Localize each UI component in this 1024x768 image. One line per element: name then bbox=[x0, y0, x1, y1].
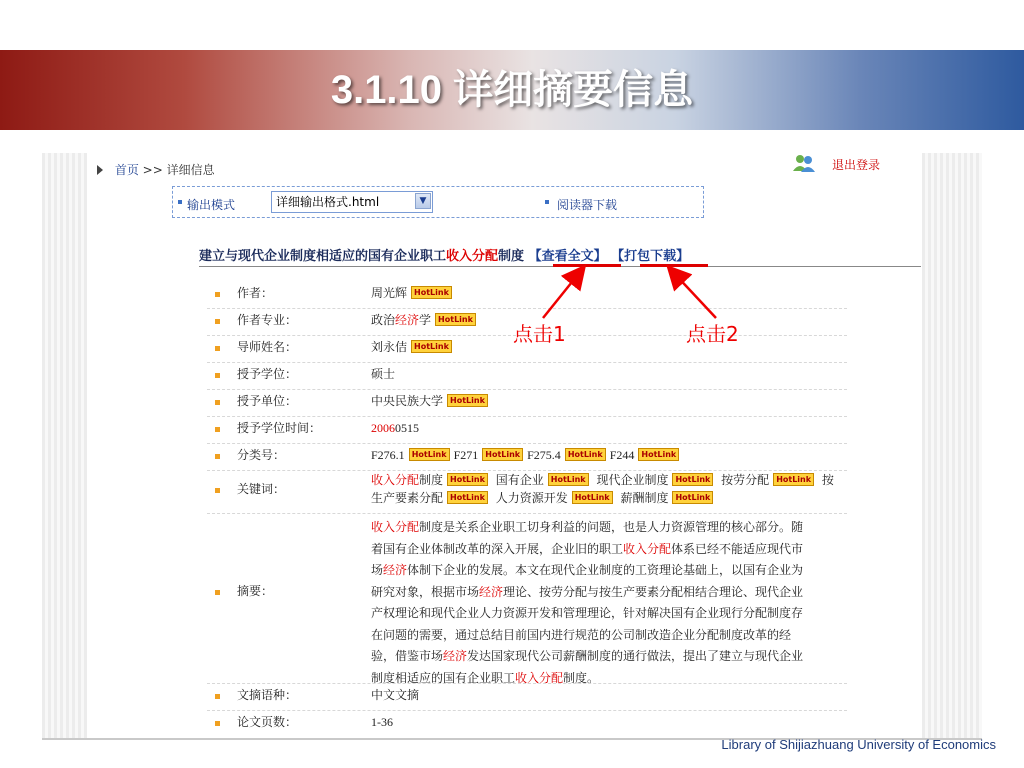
abstract-segment: 着国有企业体制改革的深入开展，企业旧的职工 bbox=[371, 541, 624, 556]
article-title-part1: 建立与现代企业制度相适应的国有企业职工 bbox=[199, 249, 447, 264]
hotlink-badge[interactable]: HotLink bbox=[482, 448, 523, 461]
abstract-segment: 发达国家现代公司薪酬制度的通行做法，提出了建立与现代企业 bbox=[467, 649, 804, 663]
callout-arrow-1 bbox=[543, 272, 580, 318]
field-label: 论文页数： bbox=[237, 715, 298, 729]
degree-value: 硕士 bbox=[371, 367, 396, 381]
pack-download-link[interactable]: 【打包下载】 bbox=[611, 249, 690, 264]
field-label: 文摘语种： bbox=[237, 688, 298, 702]
language-value: 中文文摘 bbox=[371, 688, 420, 702]
author-name: 周光辉 bbox=[371, 286, 408, 300]
keyword-highlight: 收入分配 bbox=[371, 473, 420, 487]
abstract-highlight: 经济 bbox=[443, 649, 468, 663]
class-code: F276.1 bbox=[371, 448, 405, 462]
field-label: 摘要： bbox=[237, 584, 274, 598]
output-format-value: 详细输出格式.html bbox=[276, 195, 380, 209]
class-code: F271 bbox=[453, 448, 479, 462]
abstract-segment: 在问题的需要，通过总结目前国内进行规范的公司制改造企业分配制度改革的经 bbox=[371, 627, 792, 642]
keyword: 人力资源开发 bbox=[495, 491, 568, 505]
field-label: 授予学位时间： bbox=[237, 421, 322, 435]
keyword: 生产要素分配 bbox=[371, 491, 444, 505]
hotlink-badge[interactable]: HotLink bbox=[409, 448, 450, 461]
callout-arrow-2 bbox=[673, 272, 716, 318]
date-rest: 0515 bbox=[395, 421, 419, 435]
abstract-segment: 研究对象，根据市场 bbox=[371, 584, 480, 599]
callout-click-1: 点击1 bbox=[513, 322, 566, 346]
abstract-segment: 场 bbox=[371, 563, 384, 577]
breadcrumb-current: 详细信息 bbox=[166, 163, 215, 177]
abstract-highlight: 经济 bbox=[383, 563, 408, 577]
keyword: 制度 bbox=[419, 473, 444, 487]
hotlink-badge[interactable]: HotLink bbox=[572, 491, 613, 504]
abstract-highlight: 收入分配 bbox=[371, 520, 420, 534]
field-label: 作者专业： bbox=[237, 313, 298, 327]
hotlink-badge[interactable]: HotLink bbox=[638, 448, 679, 461]
keyword: 薪酬制度 bbox=[620, 491, 669, 505]
keyword: 现代企业制度 bbox=[596, 473, 669, 487]
article-title-part3: 制度 bbox=[498, 249, 525, 264]
abstract-segment: 体系已经不能适应现代市 bbox=[671, 541, 804, 556]
abstract-segment: 产权理论和现代企业人力资源开发和管理理论，针对解决国有企业现行分配制度存 bbox=[371, 606, 804, 620]
abstract-highlight: 经济 bbox=[479, 584, 504, 599]
field-label: 关键词： bbox=[237, 482, 286, 496]
major-part1: 政治 bbox=[371, 313, 396, 327]
hotlink-badge[interactable]: HotLink bbox=[447, 394, 488, 407]
field-label: 作者： bbox=[237, 286, 274, 300]
output-mode-label: 输出模式 bbox=[187, 198, 236, 212]
hotlink-badge[interactable]: HotLink bbox=[672, 491, 713, 504]
chevron-down-icon[interactable]: ▼ bbox=[415, 193, 431, 209]
abstract-segment: 制度。 bbox=[563, 670, 600, 685]
hotlink-badge[interactable]: HotLink bbox=[411, 340, 452, 353]
keyword: 按 bbox=[821, 473, 834, 487]
class-code: F244 bbox=[609, 448, 635, 462]
abstract-highlight: 收入分配 bbox=[623, 541, 672, 556]
hotlink-badge[interactable]: HotLink bbox=[447, 491, 488, 504]
abstract-segment: 体制下企业的发展。本文在现代企业制度的工资理论基础上，以国有企业为 bbox=[407, 563, 804, 577]
abstract-segment: 制度相适应的国有企业职工 bbox=[371, 670, 516, 685]
article-title-highlight: 收入分配 bbox=[446, 249, 499, 264]
logout-link[interactable]: 退出登录 bbox=[832, 158, 881, 172]
abstract-segment: 理论、按劳分配与按生产要素分配相结合理论、现代企业 bbox=[503, 584, 804, 599]
hotlink-badge[interactable]: HotLink bbox=[565, 448, 606, 461]
hotlink-badge[interactable]: HotLink bbox=[447, 473, 488, 486]
abstract-segment: 制度是关系企业职工切身利益的问题，也是人力资源管理的核心部分。随 bbox=[419, 520, 804, 534]
footer-library-name: Library of Shijiazhuang University of Economics bbox=[721, 737, 996, 752]
keyword: 按劳分配 bbox=[721, 473, 770, 487]
hotlink-badge[interactable]: HotLink bbox=[548, 473, 589, 486]
major-highlight: 经济 bbox=[395, 313, 420, 327]
field-label: 授予学位： bbox=[237, 367, 298, 381]
reader-download-link[interactable]: 阅读器下载 bbox=[557, 198, 618, 212]
major-part3: 学 bbox=[419, 313, 432, 327]
field-label: 授予单位： bbox=[237, 394, 298, 408]
advisor-name: 刘永佶 bbox=[371, 340, 408, 354]
abstract-highlight: 收入分配 bbox=[515, 670, 564, 685]
date-year: 2006 bbox=[371, 421, 395, 435]
institution-name: 中央民族大学 bbox=[371, 394, 444, 408]
slide-title: 3.1.10 详细摘要信息 bbox=[330, 68, 694, 112]
callout-click-2: 点击2 bbox=[686, 322, 739, 346]
breadcrumb-separator: >> bbox=[138, 163, 167, 177]
abstract-segment: 验，借鉴市场 bbox=[371, 649, 444, 663]
field-label: 导师姓名： bbox=[237, 340, 298, 354]
breadcrumb-home-link[interactable]: 首页 bbox=[114, 163, 139, 177]
hotlink-badge[interactable]: HotLink bbox=[435, 313, 476, 326]
class-code: F275.4 bbox=[527, 448, 561, 462]
hotlink-badge[interactable]: HotLink bbox=[672, 473, 713, 486]
hotlink-badge[interactable]: HotLink bbox=[773, 473, 814, 486]
keyword: 国有企业 bbox=[495, 473, 544, 487]
field-label: 分类号： bbox=[237, 448, 286, 462]
pages-value: 1-36 bbox=[371, 715, 393, 729]
view-fulltext-link[interactable]: 【查看全文】 bbox=[528, 249, 607, 264]
hotlink-badge[interactable]: HotLink bbox=[411, 286, 452, 299]
